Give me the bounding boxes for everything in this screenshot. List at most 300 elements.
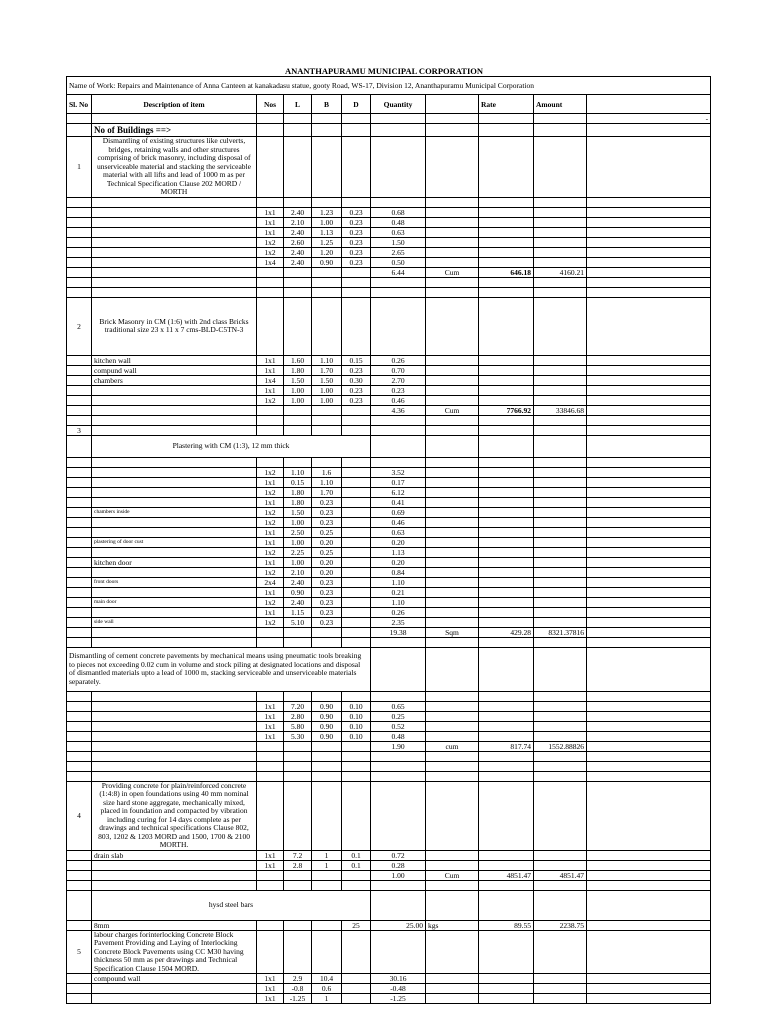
header-amount: Amount — [534, 95, 587, 114]
empty-cell — [342, 297, 371, 355]
amount-cell — [534, 731, 587, 741]
blank-row — [67, 637, 711, 647]
empty-cell — [67, 435, 92, 457]
rate-cell — [479, 994, 534, 1004]
nos-cell — [257, 741, 284, 751]
header-unit — [426, 95, 479, 114]
label-cell: main door — [92, 597, 257, 607]
empty-cell — [257, 761, 284, 771]
empty-cell — [371, 124, 426, 137]
breadth-cell: 1.00 — [312, 217, 342, 227]
empty-cell — [534, 890, 587, 920]
label-cell — [92, 217, 257, 227]
nos-cell: 1x1 — [257, 701, 284, 711]
empty-cell — [587, 920, 711, 930]
length-cell: 2.40 — [284, 257, 312, 267]
length-cell: 1.50 — [284, 507, 312, 517]
unit-cell — [426, 365, 479, 375]
quantity-cell: 0.68 — [371, 207, 426, 217]
unit-cell — [426, 597, 479, 607]
empty-cell — [284, 137, 312, 198]
length-cell — [284, 741, 312, 751]
rate-cell — [479, 517, 534, 527]
nos-cell: 2x4 — [257, 577, 284, 587]
nos-cell: 1x1 — [257, 557, 284, 567]
measurement-row — [67, 257, 711, 267]
empty-cell — [371, 197, 426, 207]
empty-cell — [587, 227, 711, 237]
length-cell — [284, 870, 312, 880]
empty-cell — [534, 297, 587, 355]
empty-cell — [312, 691, 342, 701]
quantity-cell: 0.26 — [371, 355, 426, 365]
label-cell — [92, 385, 257, 395]
breadth-cell — [312, 405, 342, 415]
rate-cell — [479, 860, 534, 870]
label-cell: compund wall — [92, 365, 257, 375]
empty-cell — [479, 457, 534, 467]
empty-cell — [426, 691, 479, 701]
measurement-row — [67, 984, 711, 994]
unit-cell — [426, 731, 479, 741]
length-cell — [284, 920, 312, 930]
rate-cell — [479, 557, 534, 567]
label-cell: drain slab — [92, 850, 257, 860]
empty-cell — [587, 880, 711, 890]
sl-cell — [67, 207, 92, 217]
length-cell — [284, 267, 312, 277]
quantity-cell: -1.25 — [371, 994, 426, 1004]
breadth-cell: 0.23 — [312, 597, 342, 607]
empty-cell — [587, 627, 711, 637]
rate-cell: 4851.47 — [479, 870, 534, 880]
empty-cell — [92, 751, 257, 761]
empty-cell — [534, 761, 587, 771]
empty-cell — [284, 297, 312, 355]
length-cell: 1.00 — [284, 537, 312, 547]
rate-cell — [479, 497, 534, 507]
quantity-cell: 1.13 — [371, 547, 426, 557]
empty-cell — [92, 771, 257, 781]
measurement-row — [67, 385, 711, 395]
depth-cell: 0.10 — [342, 731, 371, 741]
depth-cell — [342, 477, 371, 487]
empty-cell — [587, 974, 711, 984]
measurement-row — [67, 597, 711, 607]
length-cell: 1.00 — [284, 517, 312, 527]
nos-cell: 1x1 — [257, 207, 284, 217]
amount-cell — [534, 597, 587, 607]
amount-cell: 4160.21 — [534, 267, 587, 277]
empty-cell — [587, 375, 711, 385]
rate-cell — [479, 607, 534, 617]
empty-cell — [479, 647, 534, 691]
amount-cell — [534, 257, 587, 267]
rate-cell — [479, 850, 534, 860]
unit-cell — [426, 994, 479, 1004]
measurement-row — [67, 731, 711, 741]
depth-cell — [342, 870, 371, 880]
empty-cell — [534, 197, 587, 207]
amount-cell — [534, 217, 587, 227]
depth-cell — [342, 974, 371, 984]
rate-cell — [479, 375, 534, 385]
quantity-cell: 0.63 — [371, 227, 426, 237]
breadth-cell: 0.90 — [312, 257, 342, 267]
measurement-row — [67, 567, 711, 577]
unit-cell — [426, 467, 479, 477]
empty-cell — [479, 277, 534, 287]
empty-cell — [67, 637, 92, 647]
total-row — [67, 741, 711, 751]
empty-cell — [371, 637, 426, 647]
nos-cell: 1x2 — [257, 617, 284, 627]
empty-cell — [587, 547, 711, 557]
empty-cell — [312, 137, 342, 198]
length-cell — [284, 405, 312, 415]
empty-cell — [534, 647, 587, 691]
empty-cell — [479, 880, 534, 890]
unit-cell — [426, 257, 479, 267]
nos-cell — [257, 267, 284, 277]
empty-cell — [587, 217, 711, 227]
empty-cell — [426, 415, 479, 425]
label-cell — [92, 567, 257, 577]
label-cell — [92, 395, 257, 405]
empty-cell — [312, 197, 342, 207]
length-cell: 2.25 — [284, 547, 312, 557]
empty-cell — [284, 781, 312, 850]
measurement-row — [67, 860, 711, 870]
unit-cell — [426, 385, 479, 395]
sl-cell — [67, 537, 92, 547]
empty-cell — [426, 124, 479, 137]
amount-cell — [534, 385, 587, 395]
rate-cell — [479, 984, 534, 994]
header-row — [67, 95, 711, 114]
empty-cell — [257, 751, 284, 761]
empty-cell — [342, 637, 371, 647]
empty-cell — [92, 287, 257, 297]
empty-cell — [342, 930, 371, 974]
empty-cell — [587, 477, 711, 487]
empty-cell — [426, 880, 479, 890]
sl-cell — [67, 365, 92, 375]
label-cell — [92, 870, 257, 880]
label-cell: chambers — [92, 375, 257, 385]
nos-cell: 1x1 — [257, 994, 284, 1004]
rate-cell — [479, 547, 534, 557]
amount-cell — [534, 207, 587, 217]
dash-cell: - — [587, 114, 711, 124]
unit-cell — [426, 557, 479, 567]
empty-cell — [371, 435, 426, 457]
depth-cell: 0.15 — [342, 355, 371, 365]
depth-cell — [342, 487, 371, 497]
unit-cell — [426, 507, 479, 517]
breadth-cell: 0.6 — [312, 984, 342, 994]
length-cell: 1.00 — [284, 395, 312, 405]
empty-cell — [534, 771, 587, 781]
item-number: 4 — [67, 781, 92, 850]
measurement-row — [67, 721, 711, 731]
label-cell — [92, 701, 257, 711]
name-of-work-row — [67, 77, 711, 95]
label-cell: compound wall — [92, 974, 257, 984]
empty-cell — [312, 287, 342, 297]
empty-cell — [342, 415, 371, 425]
empty-cell — [587, 385, 711, 395]
depth-cell: 0.1 — [342, 860, 371, 870]
label-cell — [92, 547, 257, 557]
nos-cell: 1x1 — [257, 974, 284, 984]
empty-cell — [534, 637, 587, 647]
empty-cell — [587, 567, 711, 577]
nos-cell — [257, 920, 284, 930]
rate-cell — [479, 974, 534, 984]
buildings-row — [67, 124, 711, 137]
empty-cell — [479, 287, 534, 297]
amount-cell — [534, 974, 587, 984]
label-cell: side wall — [92, 617, 257, 627]
nos-cell: 1x4 — [257, 257, 284, 267]
sl-cell — [67, 617, 92, 627]
depth-cell — [342, 467, 371, 477]
quantity-cell: 0.46 — [371, 517, 426, 527]
empty-cell — [92, 415, 257, 425]
rate-cell — [479, 257, 534, 267]
empty-cell — [67, 691, 92, 701]
total-row — [67, 870, 711, 880]
length-cell: 1.00 — [284, 557, 312, 567]
empty-cell — [92, 197, 257, 207]
rate-cell — [479, 587, 534, 597]
rate-cell — [479, 731, 534, 741]
empty-cell — [587, 647, 711, 691]
length-cell: 1.00 — [284, 385, 312, 395]
total-quantity: 19.38 — [371, 627, 426, 637]
length-cell: -1.25 — [284, 994, 312, 1004]
empty-cell — [92, 691, 257, 701]
empty-cell — [587, 487, 711, 497]
empty-cell — [426, 457, 479, 467]
length-cell: 1.60 — [284, 355, 312, 365]
nos-cell: 1x1 — [257, 385, 284, 395]
amount-cell — [534, 365, 587, 375]
breadth-cell: 1.25 — [312, 237, 342, 247]
empty-cell — [342, 771, 371, 781]
empty-cell — [312, 124, 342, 137]
sl-cell — [67, 850, 92, 860]
empty-cell — [67, 124, 92, 137]
breadth-cell: 0.90 — [312, 701, 342, 711]
depth-cell: 0.23 — [342, 207, 371, 217]
empty-cell — [587, 257, 711, 267]
label-cell — [92, 741, 257, 751]
empty-cell — [534, 751, 587, 761]
empty-cell — [587, 517, 711, 527]
sl-cell — [67, 227, 92, 237]
breadth-cell: 0.23 — [312, 617, 342, 627]
breadth-cell: 1.10 — [312, 477, 342, 487]
rate-cell — [479, 365, 534, 375]
empty-cell — [371, 751, 426, 761]
label-cell — [92, 237, 257, 247]
amount-cell — [534, 984, 587, 994]
depth-cell: 0.10 — [342, 711, 371, 721]
label-cell: front doors — [92, 577, 257, 587]
label-cell — [92, 607, 257, 617]
empty-cell — [92, 114, 257, 124]
empty-cell — [426, 647, 479, 691]
measurement-row — [67, 365, 711, 375]
nos-cell: 1x1 — [257, 984, 284, 994]
depth-cell: 25 — [342, 920, 371, 930]
empty-cell — [587, 721, 711, 731]
breadth-cell: 0.90 — [312, 721, 342, 731]
nos-cell: 1x1 — [257, 537, 284, 547]
length-cell: 2.60 — [284, 237, 312, 247]
empty-cell — [587, 287, 711, 297]
empty-cell — [587, 425, 711, 435]
breadth-cell: 0.90 — [312, 711, 342, 721]
breadth-cell: 0.23 — [312, 607, 342, 617]
quantity-cell: 0.52 — [371, 721, 426, 731]
label-cell — [92, 405, 257, 415]
length-cell: 5.10 — [284, 617, 312, 627]
empty-cell — [587, 691, 711, 701]
measurement-row — [67, 607, 711, 617]
unit-cell: Cum — [426, 405, 479, 415]
amount-cell: 1552.88826 — [534, 741, 587, 751]
empty-cell — [534, 425, 587, 435]
quantity-cell: 1.10 — [371, 597, 426, 607]
empty-cell — [312, 415, 342, 425]
unit-cell — [426, 355, 479, 365]
depth-cell — [342, 741, 371, 751]
unit-cell: Sqm — [426, 627, 479, 637]
label-cell — [92, 517, 257, 527]
amount-cell — [534, 607, 587, 617]
measurement-row — [67, 587, 711, 597]
quantity-cell: 0.70 — [371, 365, 426, 375]
empty-cell — [587, 365, 711, 375]
quantity-cell: 0.20 — [371, 537, 426, 547]
empty-cell — [426, 137, 479, 198]
breadth-cell: 10.4 — [312, 974, 342, 984]
sl-cell — [67, 567, 92, 577]
depth-cell — [342, 405, 371, 415]
label-cell — [92, 860, 257, 870]
empty-cell — [587, 597, 711, 607]
nos-cell: 1x2 — [257, 597, 284, 607]
empty-cell — [342, 425, 371, 435]
rate-cell — [479, 355, 534, 365]
quantity-cell: 0.26 — [371, 607, 426, 617]
depth-cell — [342, 617, 371, 627]
sl-cell — [67, 994, 92, 1004]
label-cell — [92, 257, 257, 267]
label-cell — [92, 721, 257, 731]
empty-cell — [587, 457, 711, 467]
label-cell: chambers inside — [92, 507, 257, 517]
estimate-table — [66, 76, 711, 1004]
empty-cell — [587, 435, 711, 457]
breadth-cell: 1 — [312, 860, 342, 870]
amount-cell: 33846.68 — [534, 405, 587, 415]
empty-cell — [587, 405, 711, 415]
depth-cell: 0.23 — [342, 247, 371, 257]
empty-cell — [587, 870, 711, 880]
depth-cell: 0.10 — [342, 721, 371, 731]
item-description: labour charges forinterlocking Concrete Block Pavement Providing and Laying of Interlocking Concrete Block Pavements using CC M30 having thickness 50 mm as per drawings and Technical Specification Clause 1504 MORD. — [92, 930, 257, 974]
empty-cell — [426, 197, 479, 207]
quantity-cell: 0.17 — [371, 477, 426, 487]
quantity-cell: 0.63 — [371, 527, 426, 537]
empty-cell — [479, 890, 534, 920]
amount-cell — [534, 557, 587, 567]
depth-cell — [342, 497, 371, 507]
quantity-cell: 1.10 — [371, 577, 426, 587]
measurement-row — [67, 497, 711, 507]
empty-cell — [587, 557, 711, 567]
empty-cell — [479, 761, 534, 771]
quantity-cell: 25.00 — [371, 920, 426, 930]
length-cell — [284, 627, 312, 637]
unit-cell — [426, 247, 479, 257]
empty-cell — [284, 425, 312, 435]
depth-cell — [342, 587, 371, 597]
empty-cell — [479, 114, 534, 124]
empty-cell — [479, 930, 534, 974]
nos-cell: 1x1 — [257, 860, 284, 870]
amount-cell — [534, 537, 587, 547]
blank-row — [67, 691, 711, 701]
empty-cell — [92, 880, 257, 890]
empty-cell — [371, 287, 426, 297]
total-row — [67, 267, 711, 277]
empty-cell — [534, 114, 587, 124]
nos-cell: 1x2 — [257, 237, 284, 247]
empty-cell — [257, 930, 284, 974]
unit-cell — [426, 984, 479, 994]
measurement-row — [67, 227, 711, 237]
blank-row — [67, 761, 711, 771]
header-nos: Nos — [257, 95, 284, 114]
nos-cell — [257, 405, 284, 415]
empty-cell — [371, 761, 426, 771]
rate-cell — [479, 617, 534, 627]
depth-cell — [342, 527, 371, 537]
sl-cell — [67, 974, 92, 984]
empty-cell — [587, 467, 711, 477]
item-description: Dismantling of existing structures like culverts, bridges, retaining walls and other structures comprising of brick masonry, including disposal of unserviceable material and stacking the serviceable material with all lifts and lead of 1000 m as per Technical Specification Clause 202 MORD / MORTH — [92, 137, 257, 198]
sl-cell — [67, 721, 92, 731]
empty-cell — [342, 197, 371, 207]
item-description-row — [67, 137, 711, 198]
amount-cell — [534, 507, 587, 517]
breadth-cell: 1.00 — [312, 395, 342, 405]
length-cell: 2.40 — [284, 577, 312, 587]
length-cell: 1.80 — [284, 497, 312, 507]
quantity-cell: 0.28 — [371, 860, 426, 870]
length-cell: 7.20 — [284, 701, 312, 711]
empty-cell — [257, 297, 284, 355]
length-cell: 0.15 — [284, 477, 312, 487]
empty-cell — [426, 890, 479, 920]
empty-cell — [284, 415, 312, 425]
measurement-row — [67, 355, 711, 365]
